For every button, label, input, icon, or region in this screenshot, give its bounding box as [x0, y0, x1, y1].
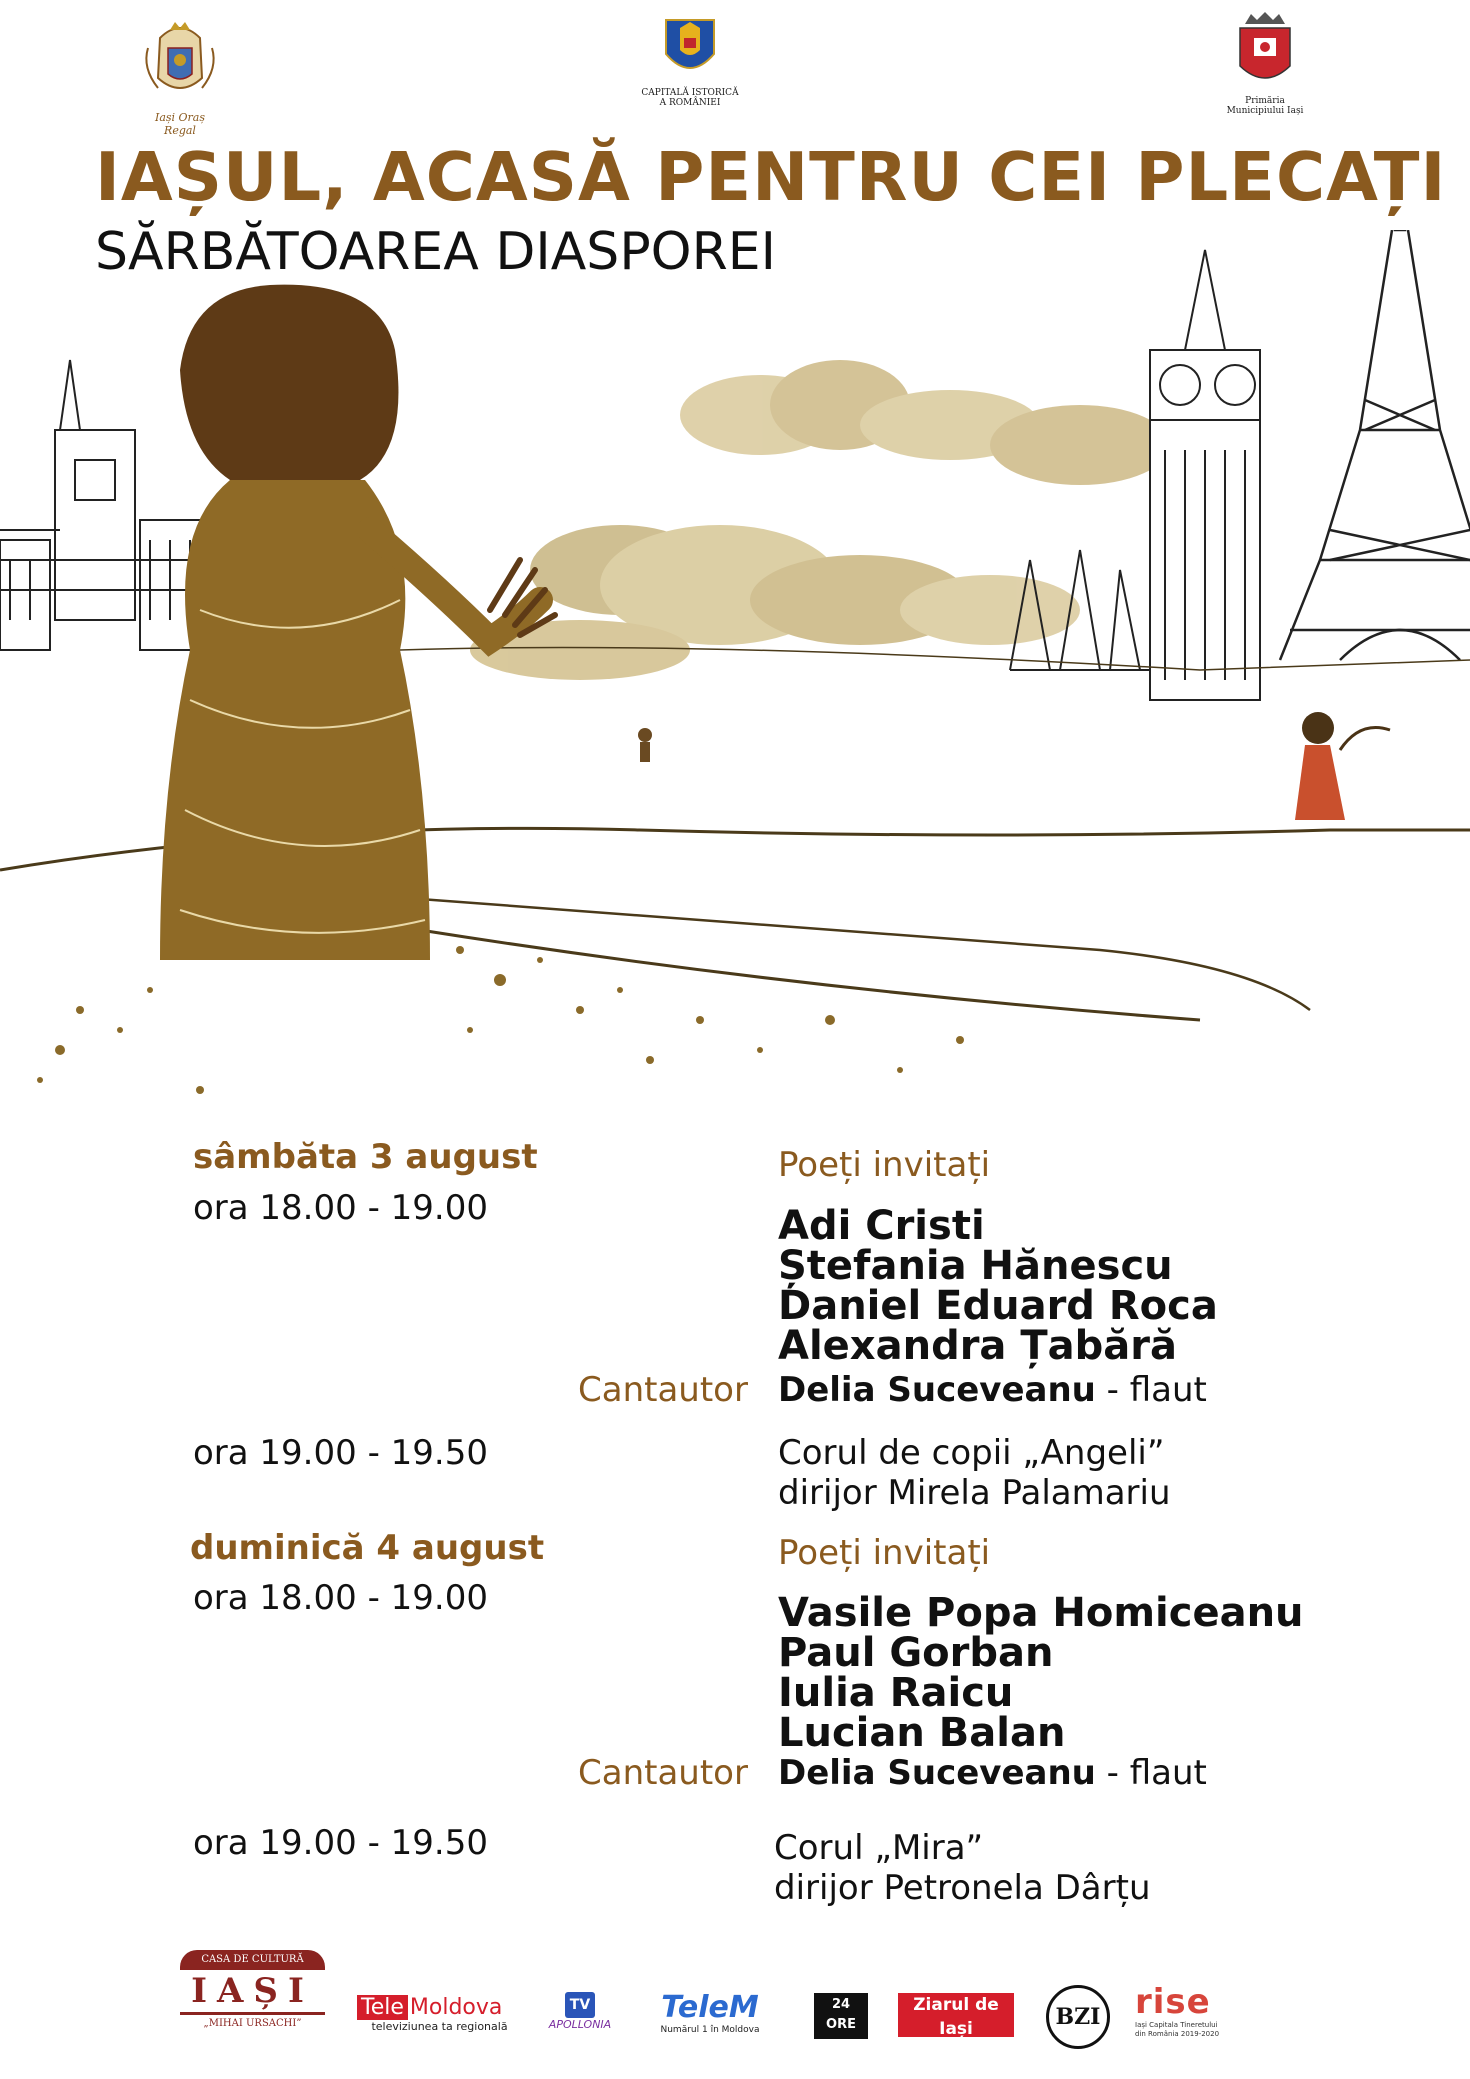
casa-de-cultura-logo [180, 1950, 325, 2050]
tv-icon: TV [565, 1992, 595, 2018]
iasi-oras-regal-logo [140, 18, 220, 138]
apollonia-text: APOLLONIA [548, 2018, 612, 2031]
capitala-istorica-logo [640, 12, 740, 122]
rise-logo [1135, 1983, 1255, 2053]
day2-poet-2: Paul Gorban [778, 1630, 1054, 1676]
twentyfour-ore-logo [814, 1993, 868, 2039]
day2-slot2-time: ora 19.00 - 19.50 [193, 1823, 488, 1863]
bzi-logo [1046, 1985, 1110, 2049]
day1-poet-4: Alexandra Țabără [778, 1323, 1177, 1369]
day1-poet-1: Adi Cristi [778, 1203, 985, 1249]
twentyfour-ore-text: 24 ORE [826, 1997, 856, 2032]
day1-singer-role: - flaut [1095, 1370, 1207, 1410]
day1-poet-3: Daniel Eduard Roca [778, 1283, 1218, 1329]
tele-moldova-tagline: televiziunea ta regională [371, 2020, 508, 2033]
primaria-caption-1: Primăria [1245, 96, 1285, 106]
tele-moldova-part2: Moldova [409, 1995, 503, 2020]
bzi-text: BZI [1055, 2004, 1101, 2030]
casa-main-text: IAȘI [180, 1967, 325, 2015]
day2-singer-name: Delia Suceveanu [778, 1753, 1096, 1793]
day1-choir: Corul de copii „Angeli” [778, 1433, 1165, 1473]
telem-wordmark: TeleM [661, 1990, 759, 2025]
casa-top-text: CASA DE CULTURĂ [180, 1950, 325, 1967]
tele-moldova-part1: Tele [357, 1995, 408, 2020]
child-figure [1295, 712, 1390, 820]
day2-poet-4: Lucian Balan [778, 1710, 1066, 1756]
ziarul-text: Ziarul de Iași [913, 1995, 999, 2039]
day1-singer-label: Cantautor [578, 1370, 748, 1410]
day1-singer-name: Delia Suceveanu [778, 1370, 1096, 1410]
page-title: IAȘUL, ACASĂ PENTRU CEI PLECAȚI [95, 138, 1447, 216]
coat-of-arms-icon [140, 18, 220, 108]
casa-bottom-text: „MIHAI URSACHI” [203, 2018, 302, 2029]
day2-date: duminică 4 august [190, 1528, 545, 1568]
diaspora-illustration [0, 230, 1470, 1120]
ziarul-de-iasi-logo [898, 1993, 1014, 2053]
city-crest-icon [1220, 10, 1310, 92]
day2-singer [778, 1753, 1207, 1793]
day2-poet-3: Iulia Raicu [778, 1670, 1014, 1716]
day1-poet-2: Ștefania Hănescu [778, 1243, 1173, 1289]
telem-tagline: Numărul 1 în Moldova [660, 2025, 760, 2035]
apollonia-logo [540, 1992, 620, 2047]
day1-singer [778, 1370, 1207, 1410]
day2-conductor: dirijor Petronela Dârțu [774, 1868, 1151, 1908]
palace-of-culture-sketch [0, 360, 200, 650]
rise-wordmark: rise [1135, 1982, 1211, 2022]
day1-conductor: dirijor Mirela Palamariu [778, 1473, 1171, 1513]
telem-logo [640, 1990, 780, 2045]
romania-coat-of-arms-icon [640, 12, 740, 84]
day1-slot2-time: ora 19.00 - 19.50 [193, 1433, 488, 1473]
page-subtitle: SĂRBĂTOAREA DIASPOREI [95, 222, 776, 282]
day2-poets-label: Poeți invitați [778, 1533, 991, 1573]
ziarul-tagline: liderul presei ieșene [910, 2043, 1002, 2053]
eiffel-tower-sketch [1280, 230, 1470, 660]
day1-slot1-time: ora 18.00 - 19.00 [193, 1188, 488, 1228]
capitala-caption-2: A ROMÂNIEI [659, 98, 721, 109]
distant-figure [638, 728, 652, 762]
day2-slot1-time: ora 18.00 - 19.00 [193, 1578, 488, 1618]
day2-choir: Corul „Mira” [774, 1828, 984, 1868]
iasi-oras-regal-caption: Iași Oraș Regal [154, 111, 206, 137]
capitala-caption-1: CAPITALĂ ISTORICĂ [641, 88, 739, 98]
sand-dots [37, 946, 964, 1094]
day1-date: sâmbăta 3 august [193, 1137, 538, 1177]
primaria-caption-2: Municipiului Iași [1226, 106, 1304, 117]
day2-poet-1: Vasile Popa Homiceanu [778, 1590, 1304, 1636]
woman-figure [160, 285, 555, 960]
tele-moldova-logo [357, 1995, 522, 2045]
clouds [470, 360, 1170, 680]
day2-singer-label: Cantautor [578, 1753, 748, 1793]
tele-moldova-wordmark [357, 1995, 522, 2020]
rise-tagline: Iași Capitala Tineretului din România 2019-2020 [1135, 2021, 1220, 2038]
day1-poets-label: Poeți invitați [778, 1145, 991, 1185]
day2-singer-role: - flaut [1095, 1753, 1207, 1793]
primaria-iasi-logo [1220, 10, 1310, 130]
